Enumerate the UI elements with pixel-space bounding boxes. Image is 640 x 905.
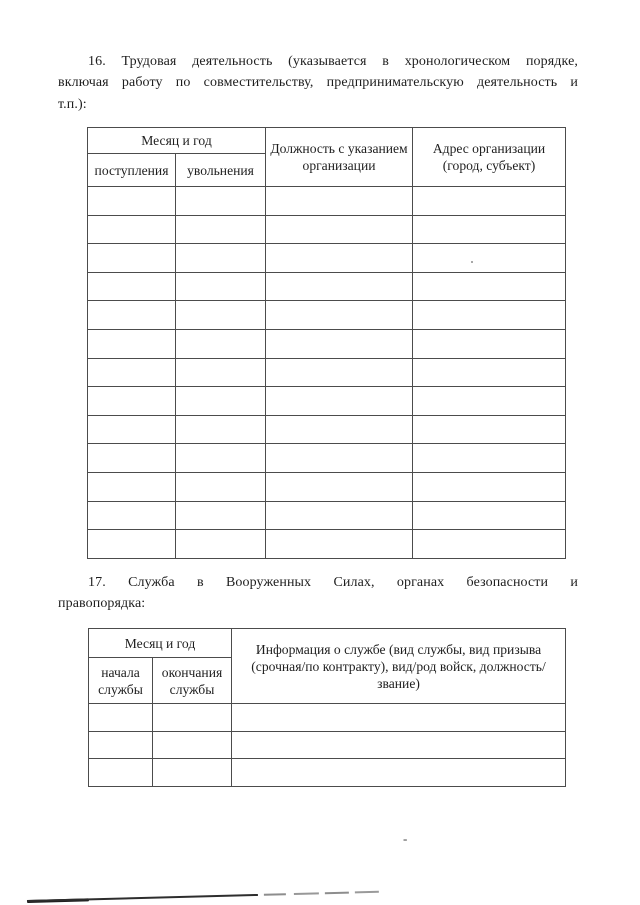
empty-cell	[232, 704, 566, 732]
header-dismissal-date-label: увольнения	[187, 162, 254, 178]
empty-cell	[88, 472, 176, 501]
empty-cell	[88, 387, 176, 416]
military-service-table-header	[89, 629, 566, 704]
header-address: Адрес организации (город, субъект)	[413, 128, 566, 187]
empty-cell	[232, 731, 566, 759]
section-16-line-3: т.п.):	[58, 96, 87, 112]
empty-row	[89, 759, 566, 787]
empty-cell	[176, 244, 266, 273]
empty-row	[88, 501, 566, 530]
empty-cell	[153, 704, 232, 732]
scan-line-segment	[27, 894, 258, 902]
empty-cell	[266, 387, 413, 416]
empty-cell	[413, 472, 566, 501]
header-service-start: начала службы	[89, 658, 153, 704]
empty-cell	[232, 759, 566, 787]
section-17-paragraph	[58, 572, 578, 615]
military-service-table	[88, 628, 566, 787]
empty-cell	[266, 358, 413, 387]
section-17-line-2: правопорядка:	[58, 596, 146, 612]
empty-cell	[413, 415, 566, 444]
empty-row	[88, 244, 566, 273]
empty-cell	[88, 444, 176, 473]
empty-cell	[413, 187, 566, 216]
section-16-line-1: 16. Трудовая деятельность (указывается в хронологическом порядке,	[88, 54, 578, 69]
work-history-table-body	[88, 187, 566, 559]
empty-cell	[413, 272, 566, 301]
empty-cell	[88, 301, 176, 330]
empty-cell	[266, 187, 413, 216]
empty-cell	[88, 415, 176, 444]
empty-row	[88, 329, 566, 358]
empty-cell	[266, 415, 413, 444]
empty-cell	[413, 444, 566, 473]
empty-cell	[88, 358, 176, 387]
empty-cell	[88, 215, 176, 244]
empty-cell	[176, 358, 266, 387]
empty-cell	[88, 329, 176, 358]
scan-line-segment	[294, 892, 319, 894]
empty-cell	[176, 329, 266, 358]
empty-row	[88, 272, 566, 301]
empty-cell	[176, 187, 266, 216]
empty-cell	[266, 329, 413, 358]
header-hire-date-label: поступления	[94, 162, 169, 178]
empty-cell	[266, 444, 413, 473]
empty-row	[88, 530, 566, 559]
empty-cell	[176, 501, 266, 530]
empty-row	[89, 704, 566, 732]
section-17-line-1: 17. Служба в Вооруженных Силах, органах безопасности и	[88, 575, 578, 590]
header-hire-date	[88, 154, 176, 187]
section-16-paragraph	[58, 51, 578, 115]
empty-row	[89, 731, 566, 759]
scan-line-segment	[264, 893, 286, 895]
scan-line-segment	[325, 892, 349, 894]
empty-cell	[413, 358, 566, 387]
empty-cell	[88, 244, 176, 273]
empty-row	[88, 472, 566, 501]
empty-row	[88, 358, 566, 387]
empty-cell	[89, 759, 153, 787]
empty-cell	[266, 501, 413, 530]
empty-cell	[413, 530, 566, 559]
header-position: Должность с указанием организации	[266, 128, 413, 187]
empty-row	[88, 215, 566, 244]
scan-speck	[471, 261, 473, 263]
work-history-table-header	[88, 128, 566, 187]
footer-dash: -	[403, 831, 408, 846]
empty-cell	[88, 272, 176, 301]
empty-cell	[413, 501, 566, 530]
empty-cell	[266, 244, 413, 273]
empty-cell	[153, 731, 232, 759]
empty-cell	[176, 472, 266, 501]
header-month-year: Месяц и год	[89, 629, 232, 658]
empty-cell	[176, 444, 266, 473]
empty-row	[88, 187, 566, 216]
empty-cell	[88, 501, 176, 530]
empty-cell	[176, 415, 266, 444]
empty-cell	[176, 387, 266, 416]
empty-cell	[176, 530, 266, 559]
empty-row	[88, 387, 566, 416]
page-bottom-scan-line	[27, 890, 379, 904]
empty-cell	[266, 272, 413, 301]
empty-cell	[266, 530, 413, 559]
header-month-year: Месяц и год	[88, 128, 266, 154]
empty-cell	[413, 301, 566, 330]
header-dismissal-date	[176, 154, 266, 187]
section-16-line-2: включая работу по совместительству, предпринимательскую деятельность и	[58, 75, 578, 91]
empty-cell	[266, 301, 413, 330]
empty-cell	[176, 215, 266, 244]
empty-cell	[153, 759, 232, 787]
scan-line-segment	[355, 891, 379, 893]
empty-row	[88, 415, 566, 444]
empty-cell	[266, 215, 413, 244]
empty-cell	[89, 731, 153, 759]
empty-cell	[176, 272, 266, 301]
empty-cell	[89, 704, 153, 732]
header-service-end: окончания службы	[153, 658, 232, 704]
empty-row	[88, 444, 566, 473]
work-history-table	[87, 127, 566, 559]
empty-cell	[413, 329, 566, 358]
header-service-info: Информация о службе (вид службы, вид призыва (срочная/по контракту), вид/род войск, должность/звание)	[232, 629, 566, 704]
military-service-table-body	[89, 704, 566, 787]
empty-cell	[88, 530, 176, 559]
empty-cell	[413, 215, 566, 244]
empty-cell	[413, 387, 566, 416]
empty-row	[88, 301, 566, 330]
empty-cell	[266, 472, 413, 501]
empty-cell	[176, 301, 266, 330]
empty-cell	[88, 187, 176, 216]
empty-cell	[413, 244, 566, 273]
